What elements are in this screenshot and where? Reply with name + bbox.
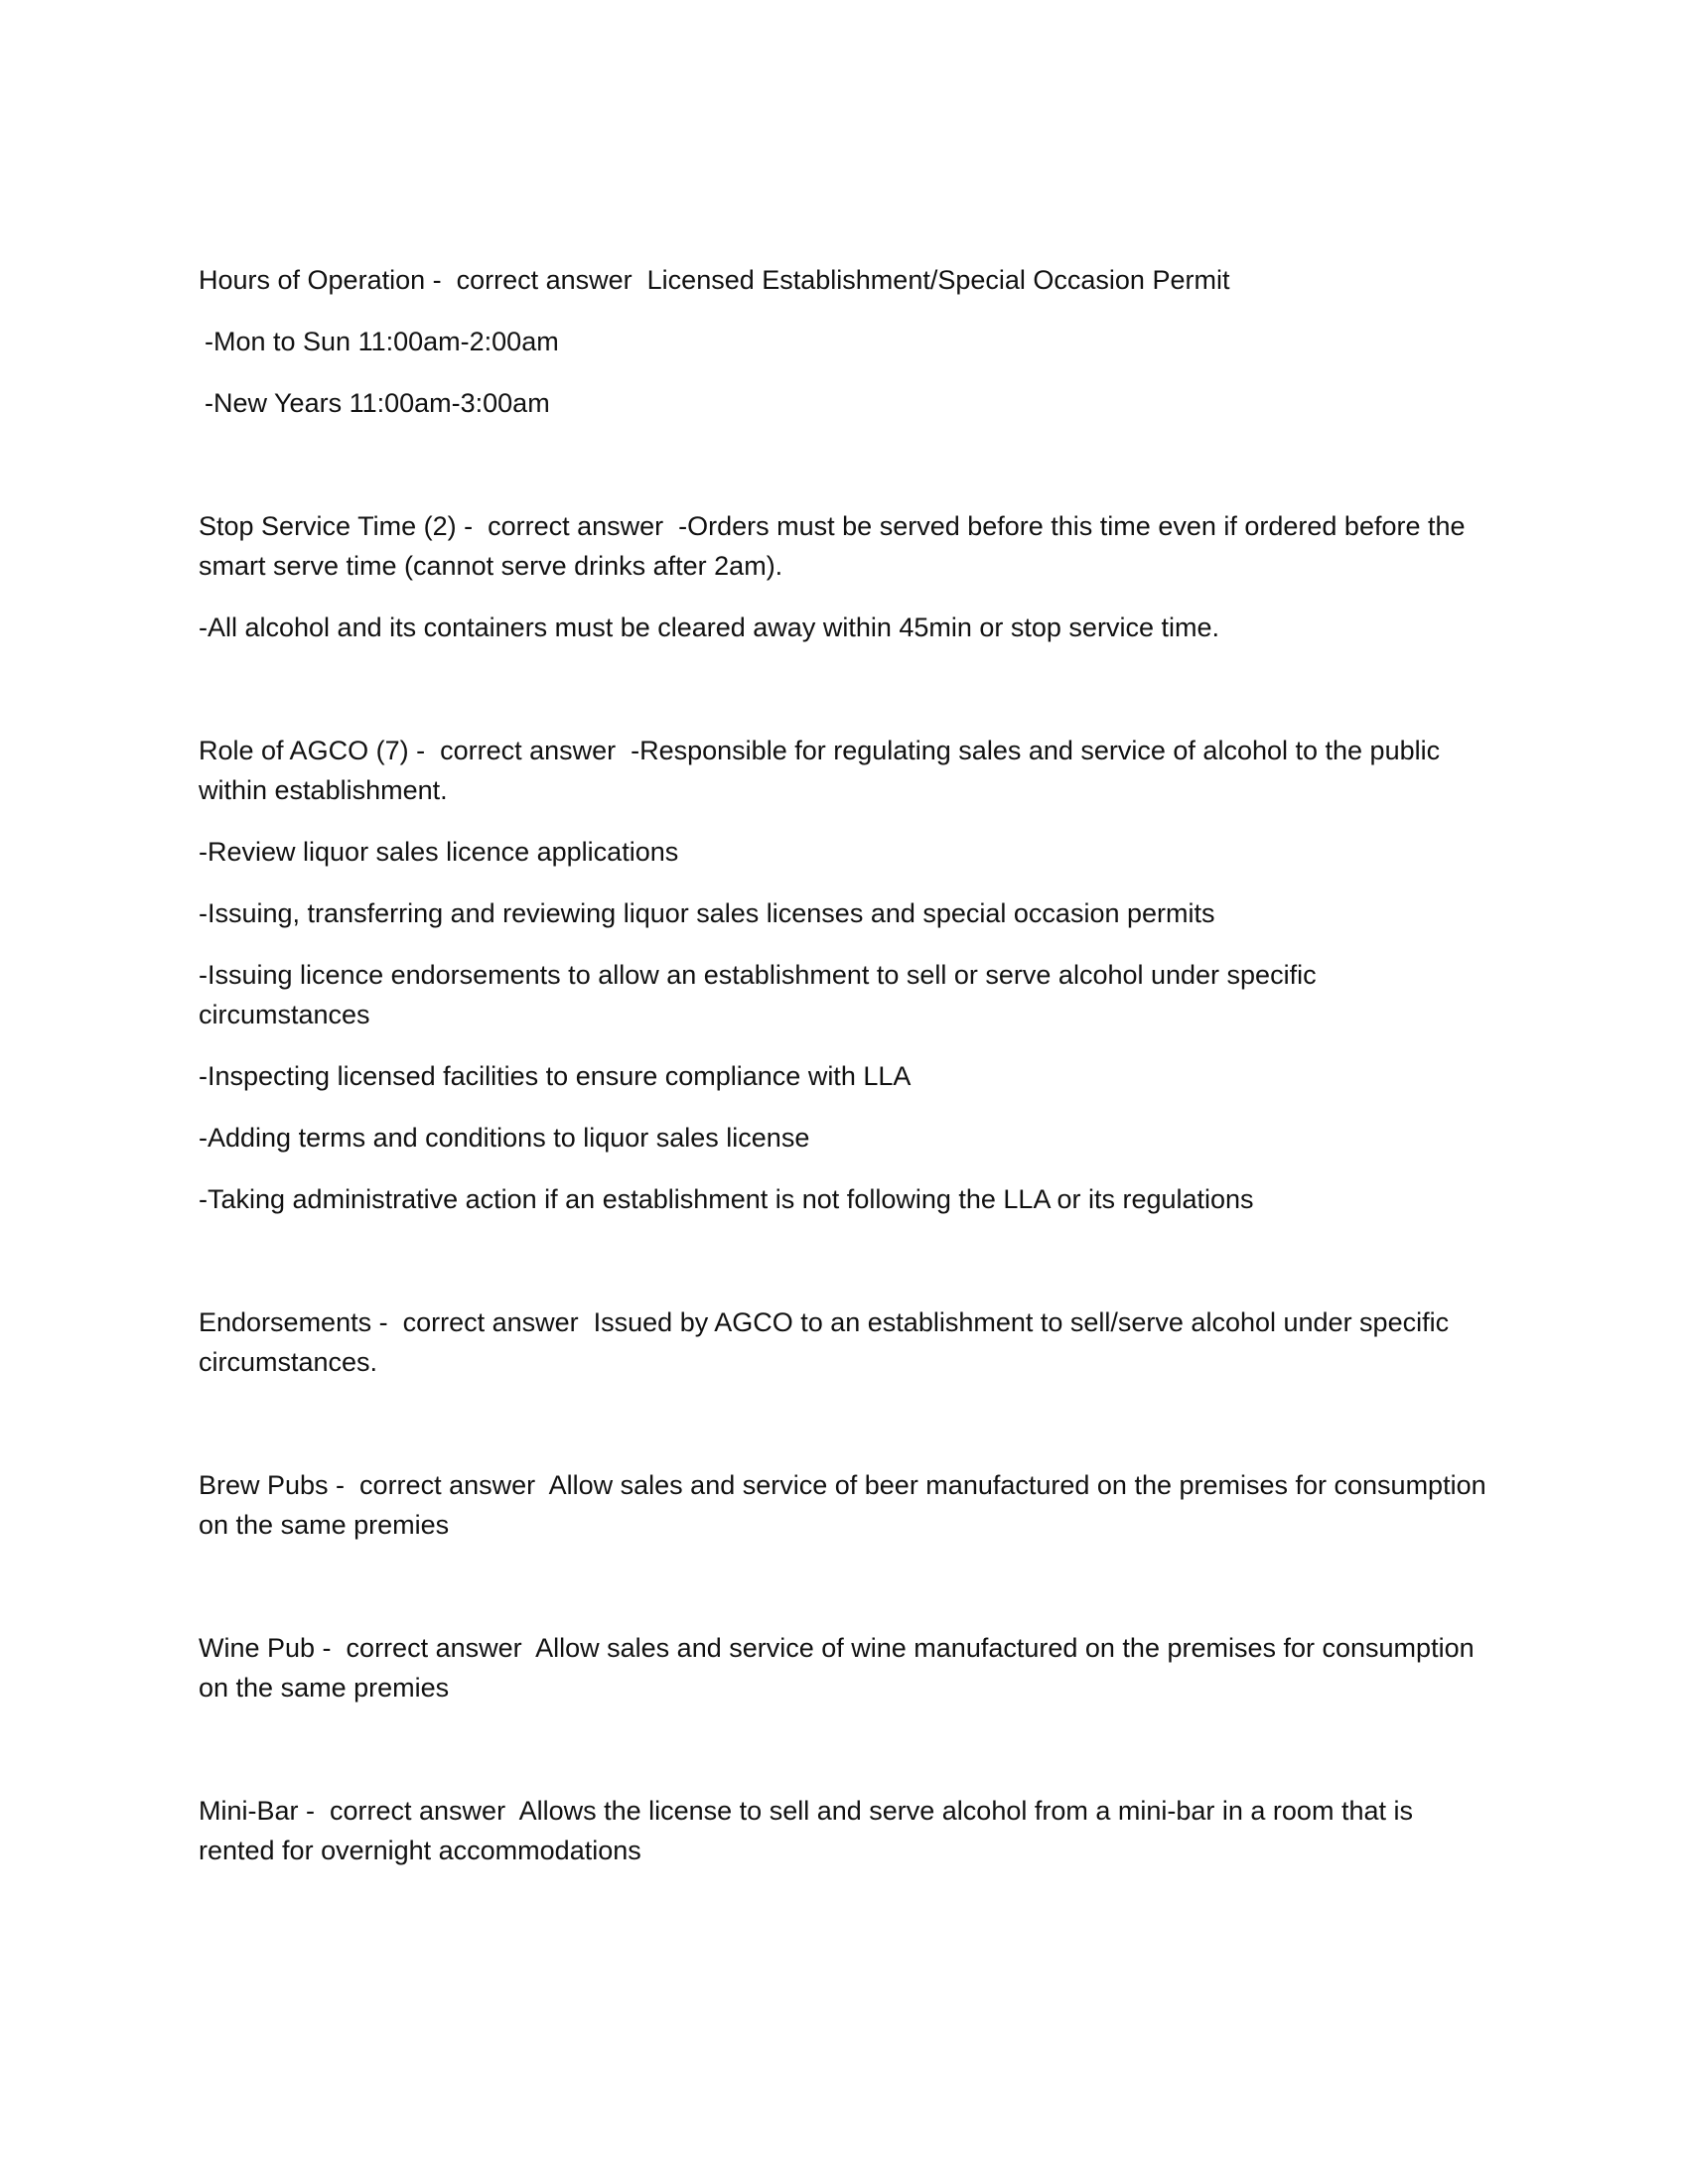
entry-question: Role of AGCO (7) - correct answer -Responsible for regulating sales and service of alcohol to the public within establishment. [199, 736, 1448, 805]
entry-question: Wine Pub - correct answer Allow sales and service of wine manufactured on the premises for consumption on the same premies [199, 1633, 1482, 1703]
entry-hours-of-operation [199, 260, 1489, 423]
entry-detail: -Issuing, transferring and reviewing liquor sales licenses and special occasion permits [199, 898, 1215, 928]
entry-question: Stop Service Time (2) - correct answer -Orders must be served before this time even if ordered before the smart serve time (cannot serve drinks after 2am). [199, 511, 1474, 581]
entry-detail: -All alcohol and its containers must be cleared away within 45min or stop service time. [199, 613, 1219, 642]
entry-question: Brew Pubs - correct answer Allow sales and service of beer manufactured on the premises for consumption on the same premies [199, 1470, 1494, 1540]
entry-detail: -Review liquor sales licence applications [199, 837, 679, 867]
entry-wine-pub [199, 1628, 1489, 1707]
entry-detail: -Inspecting licensed facilities to ensure compliance with LLA [199, 1061, 912, 1091]
entry-stop-service-time [199, 506, 1489, 647]
entry-detail: -Issuing licence endorsements to allow an establishment to sell or serve alcohol under specific circumstances [199, 960, 1325, 1029]
entry-detail: -Taking administrative action if an establishment is not following the LLA or its regulations [199, 1184, 1254, 1214]
document-body [199, 260, 1494, 1870]
entry-mini-bar [199, 1791, 1489, 1870]
entry-role-of-agco [199, 731, 1489, 1219]
entry-endorsements [199, 1302, 1489, 1382]
entry-detail: -New Years 11:00am-3:00am [205, 388, 550, 418]
entry-brew-pubs [199, 1465, 1494, 1545]
entry-question: Mini-Bar - correct answer Allows the license to sell and serve alcohol from a mini-bar in a room that is rented for overnight accommodations [199, 1796, 1421, 1865]
entry-detail: -Adding terms and conditions to liquor sales license [199, 1123, 810, 1153]
entry-question: Endorsements - correct answer Issued by AGCO to an establishment to sell/serve alcohol under specific circumstances. [199, 1307, 1457, 1377]
entry-detail: -Mon to Sun 11:00am-2:00am [205, 327, 559, 356]
entry-question: Hours of Operation - correct answer Licensed Establishment/Special Occasion Permit [199, 265, 1230, 295]
